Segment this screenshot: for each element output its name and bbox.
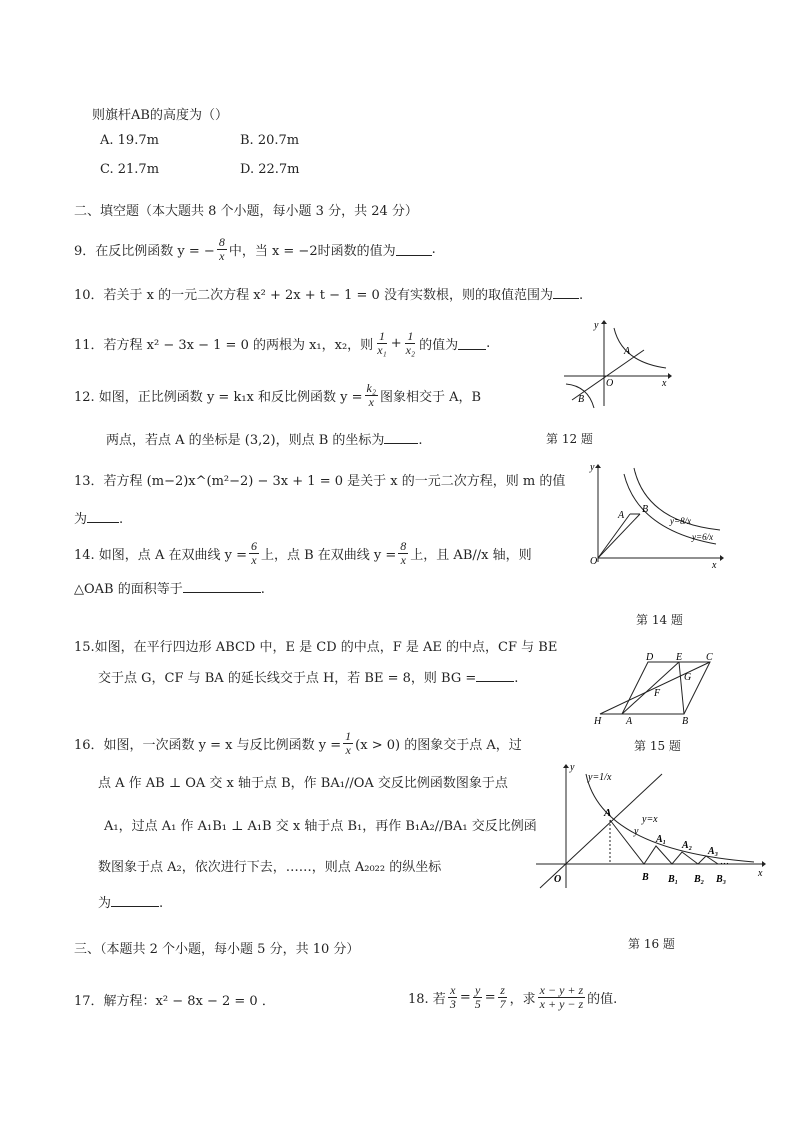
section3-title: 三、（本题共 2 个小题，每小题 5 分，共 10 分） — [74, 942, 360, 957]
fig15-label-g: G — [684, 672, 692, 683]
q9-text-b: 中，当 x = −2时函数的值为 — [228, 244, 396, 259]
figure-12 — [558, 316, 674, 410]
q9-text-a: 在反比例函数 y = − — [95, 244, 215, 259]
q16-line2: 点 A 作 AB ⊥ OA 交 x 轴于点 B，作 BA₁//OA 交反比例函数图象于点 — [98, 776, 508, 791]
q11-fraction-1: $\frac{1}{\text{x₁}}$ — [377, 329, 387, 357]
fig16-caption: 第 16 题 — [628, 937, 675, 951]
fig14-label-curve-8: y=8/x — [670, 516, 692, 526]
q10-answer-blank — [553, 286, 579, 299]
fig16-label-a1: A₁ — [656, 834, 667, 845]
q16-line4: 数图象于点 A₂，依次进行下去，……，则点 A₂₀₂₂ 的纵坐标 — [98, 860, 442, 875]
fig16-label-line: y=x — [642, 814, 658, 825]
q13-line1: 13．若方程 (m−2)x^(m²−2) − 3x + 1 = 0 是关于 x 的一元二次方程，则 m 的值 — [74, 474, 566, 489]
q12-answer-blank — [384, 431, 418, 444]
q11-text-a: 11．若方程 x² − 3x − 1 = 0 的两根为 x₁，x₂，则 — [74, 338, 374, 353]
q14-fraction-1: $\frac{6}{x}$ — [250, 539, 257, 567]
q16-line5: 为 . — [98, 896, 164, 911]
q9-num: 9． — [74, 244, 96, 259]
q14-line2: △OAB 的面积等于 . — [74, 582, 265, 597]
figure-15 — [592, 648, 722, 730]
fig14-caption: 第 14 题 — [636, 613, 683, 627]
svg-text:…: … — [720, 856, 729, 866]
fig15-label-c: C — [706, 652, 713, 663]
fig16-label-a3: A₃ — [708, 846, 719, 857]
fig15-label-a: A — [626, 716, 633, 727]
q12-line2: 两点，若点 A 的坐标是 (3,2)，则点 B 的坐标为 . — [106, 433, 423, 448]
fig12-label-b: B — [578, 394, 585, 405]
fig16-label-b2: B₂ — [694, 874, 705, 885]
q9-answer-blank — [396, 243, 432, 256]
figure-16 — [532, 760, 772, 892]
fig16-label-curve: y=1/x — [588, 772, 612, 783]
q13-line2: 为 . — [74, 512, 124, 527]
section2-title: 二、填空题（本大题共 8 个小题，每小题 3 分，共 24 分） — [74, 204, 418, 219]
q9: 9． 在反比例函数 y = − $\frac{8}{x}$ 中，当 x = −2时函数的值为 . — [74, 235, 436, 263]
fig14-label-x: x — [712, 560, 717, 570]
q8-option-b: B. 20.7m — [240, 133, 300, 148]
fig16-label-o: O — [554, 874, 562, 885]
fig15-label-f: F — [654, 688, 661, 699]
fig14-label-b: B — [642, 504, 649, 515]
fig14-label-y: y — [590, 462, 595, 473]
fig12-label-x: x — [662, 378, 667, 389]
fig16-label-y2: y — [634, 826, 639, 837]
q13-answer-blank — [87, 510, 119, 523]
fig12-label-y: y — [594, 320, 599, 331]
q10-text: 10．若关于 x 的一元二次方程 x² + 2x + t − 1 = 0 没有实数根，则的取值范围为 — [74, 288, 553, 303]
q11: 11．若方程 x² − 3x − 1 = 0 的两根为 x₁，x₂，则 $\frac{1}{\text{x₁}}$ + $\frac{1}{\text{x₂}}$ 的值为 . — [74, 329, 491, 357]
fig15-label-e: E — [676, 652, 683, 663]
q14-answer-blank — [183, 580, 261, 593]
fig16-label-x: x — [758, 868, 763, 879]
q16-line3: A₁，过点 A₁ 作 A₁B₁ ⊥ A₁B 交 x 轴于点 B₁，再作 B₁A₂//BA₁ 交反比例函 — [104, 819, 537, 834]
q18-fraction-expr: $\frac{x - y + z}{x + y - z}$ — [539, 983, 584, 1011]
q8-option-a: A. 19.7m — [100, 133, 159, 148]
fig14-label-curve-6: y=6/x — [692, 532, 714, 542]
fig16-label-a2: A₂ — [682, 840, 693, 851]
q8-option-c: C. 21.7m — [100, 162, 160, 177]
fig12-caption: 第 12 题 — [546, 432, 593, 446]
fig15-label-h: H — [594, 716, 602, 727]
q8-option-d: D. 22.7m — [240, 162, 300, 177]
fig16-label-y-axis: y — [570, 762, 575, 773]
q15-line2: 交于点 G，CF 与 BA 的延长线交于点 H，若 BE = 8，则 BG = . — [98, 671, 519, 686]
q17: 17．解方程：x² − 8x − 2 = 0 ． — [74, 994, 275, 1009]
figure-14 — [584, 458, 730, 570]
q12-line1: 12. 如图，正比例函数 y = k₁x 和反比例函数 y = $\frac{\text{k₂}}{x}$ 图象相交于 A，B — [74, 381, 482, 409]
q11-text-b: 的值为 — [419, 338, 459, 353]
q16-fraction: $\frac{1}{x}$ — [345, 729, 352, 757]
fig12-label-o: O — [606, 378, 614, 389]
q10: 10．若关于 x 的一元二次方程 x² + 2x + t − 1 = 0 没有实数根，则的取值范围为 . — [74, 288, 584, 303]
q15-line1: 15.如图，在平行四边形 ABCD 中，E 是 CD 的中点，F 是 AE 的中点，CF 与 BE — [74, 640, 558, 655]
q16-line1: 16．如图，一次函数 y = x 与反比例函数 y = $\frac{1}{x}$ (x > 0) 的图象交于点 A，过 — [74, 729, 522, 757]
fig15-label-b: B — [682, 716, 689, 727]
q11-answer-blank — [458, 337, 486, 350]
q11-fraction-2: $\frac{1}{\text{x₂}}$ — [405, 329, 416, 357]
fig14-label-o: O — [590, 556, 598, 567]
fig12-label-a: A — [624, 346, 631, 357]
q18-fraction-y: $\frac{y}{5}$ — [474, 983, 481, 1011]
q9-fraction: $\frac{8}{x}$ — [218, 235, 225, 263]
q8-stem: 则旗杆AB的高度为（） — [92, 108, 228, 123]
fig16-label-b1: B₁ — [668, 874, 679, 885]
q18-fraction-z: $\frac{z}{7}$ — [499, 983, 506, 1011]
q14-fraction-2: $\frac{8}{x}$ — [400, 539, 407, 567]
fig14-label-a: A — [618, 510, 625, 521]
q18-fraction-x: $\frac{x}{3}$ — [449, 983, 456, 1011]
fig15-label-d: D — [646, 652, 654, 663]
q15-answer-blank — [476, 669, 514, 682]
fig15-caption: 第 15 题 — [634, 739, 681, 753]
q16-answer-blank — [111, 894, 159, 907]
fig16-label-a: A — [604, 807, 612, 819]
q14-line1: 14. 如图，点 A 在双曲线 y = $\frac{6}{x}$ 上，点 B 在双曲线 y = $\frac{8}{x}$ 上，且 AB//x 轴，则 — [74, 539, 532, 567]
fig16-label-b3: B₃ — [716, 874, 727, 885]
q18: 18. 若 $\frac{x}{3}$ = $\frac{y}{5}$ = $\frac{z}{7}$ ，求 $\frac{x - y + z}{x + y - z}$ 的值. — [408, 983, 618, 1011]
q12-fraction: $\frac{\text{k₂}}{x}$ — [366, 381, 376, 409]
fig16-label-b: B — [642, 872, 649, 883]
